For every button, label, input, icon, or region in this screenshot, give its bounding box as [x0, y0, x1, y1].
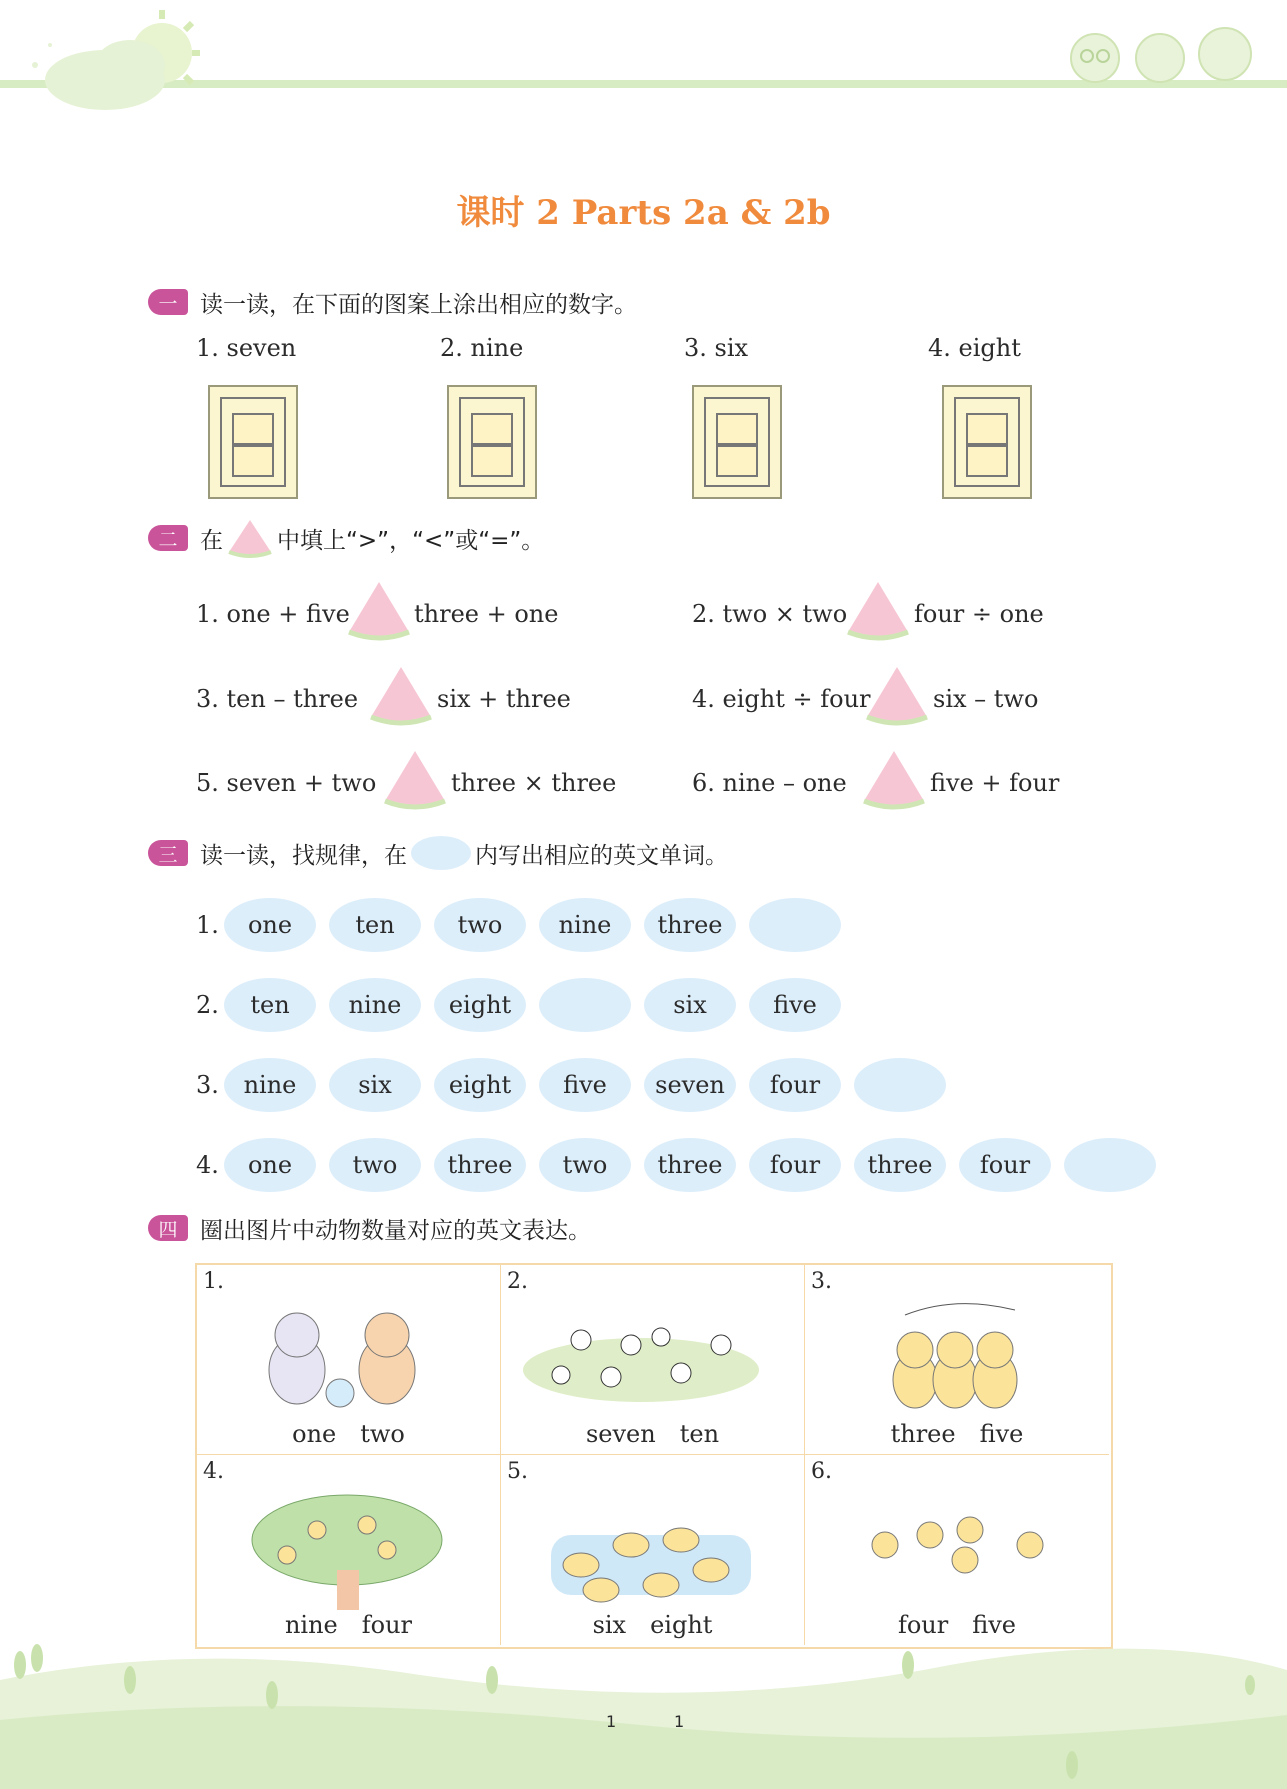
chicks-image	[845, 1485, 1065, 1615]
section2-instruction-post: 中填上“>”，“<”或“=”。	[277, 527, 545, 554]
sequence-row-label: 3.	[196, 1071, 219, 1099]
word-ellipse: six	[329, 1058, 421, 1112]
animal-cell-3	[805, 1265, 1109, 1455]
animal-cell-4	[197, 1455, 501, 1645]
animal-cell-2	[501, 1265, 805, 1455]
compare-left-2: 2. two × two	[692, 600, 848, 628]
watermelon-answer-5[interactable]	[382, 749, 448, 813]
word-ellipse: five	[749, 978, 841, 1032]
option-2[interactable]: four	[361, 1611, 413, 1639]
compare-right-6: five + four	[930, 769, 1060, 797]
page-number-left: 1	[606, 1712, 617, 1731]
option-2[interactable]: eight	[650, 1611, 713, 1639]
watermelon-icon	[227, 518, 273, 558]
word-ellipse: eight	[434, 978, 526, 1032]
compare-right-1: three + one	[414, 600, 559, 628]
option-2[interactable]: two	[360, 1420, 405, 1448]
word-ellipse: three	[644, 1138, 736, 1192]
digit-box-3[interactable]	[692, 385, 782, 499]
pandas-image	[521, 1295, 761, 1415]
section1-instruction: 读一读，在下面的图案上涂出相应的数字。	[200, 291, 637, 318]
word-ellipse: two	[539, 1138, 631, 1192]
section2-instruction-pre: 在	[200, 527, 223, 554]
word-ellipse: seven	[644, 1058, 736, 1112]
digit-box-1[interactable]	[208, 385, 298, 499]
answer-ellipse[interactable]	[1064, 1138, 1156, 1192]
animal-cell-6	[805, 1455, 1109, 1645]
compare-right-5: three × three	[451, 769, 617, 797]
cell-number: 4.	[203, 1459, 224, 1484]
option-2[interactable]: five	[979, 1420, 1024, 1448]
digit-box-2[interactable]	[447, 385, 537, 499]
option-1[interactable]: one	[292, 1420, 337, 1448]
cell-number: 2.	[507, 1269, 528, 1294]
word-ellipse: two	[329, 1138, 421, 1192]
section3-badge: 三	[148, 840, 188, 866]
answer-ellipse[interactable]	[539, 978, 631, 1032]
watermelon-answer-6[interactable]	[861, 749, 927, 813]
word-ellipse: three	[644, 898, 736, 952]
word-ellipse: four	[749, 1058, 841, 1112]
cell-number: 3.	[811, 1269, 832, 1294]
compare-left-3: 3. ten – three	[196, 685, 359, 713]
word-ellipse: three	[854, 1138, 946, 1192]
compare-right-4: six – two	[933, 685, 1039, 713]
page-title: 课时 2 Parts 2a & 2b	[456, 193, 831, 233]
ducks-image	[541, 1485, 761, 1615]
word-ellipse: nine	[539, 898, 631, 952]
section3-instruction-post: 内写出相应的英文单词。	[475, 842, 728, 869]
watermelon-answer-1[interactable]	[346, 580, 412, 644]
option-2[interactable]: five	[972, 1611, 1017, 1639]
answer-ellipse[interactable]	[749, 898, 841, 952]
word-ellipse: ten	[329, 898, 421, 952]
page-number-right: 1	[674, 1712, 685, 1731]
watermelon-answer-4[interactable]	[864, 665, 930, 729]
option-1[interactable]: nine	[284, 1611, 338, 1639]
compare-right-2: four ÷ one	[914, 600, 1044, 628]
word-ellipse: three	[434, 1138, 526, 1192]
grass-hills-icon	[0, 1620, 1287, 1789]
word-ellipse: eight	[434, 1058, 526, 1112]
word-ellipse: six	[644, 978, 736, 1032]
word-ellipse: one	[224, 898, 316, 952]
animal-faces-icon	[1060, 20, 1260, 85]
option-1[interactable]: four	[897, 1611, 949, 1639]
watermelon-answer-3[interactable]	[368, 665, 434, 729]
birds-in-tree-image	[237, 1485, 457, 1615]
section1-item-4: 4. eight	[928, 334, 1021, 362]
sun-cloud-icon	[20, 5, 200, 115]
section1-item-2: 2. nine	[440, 334, 524, 362]
option-1[interactable]: three	[890, 1420, 956, 1448]
word-ellipse: two	[434, 898, 526, 952]
animal-grid	[195, 1263, 1113, 1649]
word-ellipse: five	[539, 1058, 631, 1112]
option-1[interactable]: six	[592, 1611, 627, 1639]
compare-right-3: six + three	[437, 685, 571, 713]
word-ellipse: one	[224, 1138, 316, 1192]
section4-instruction: 圈出图片中动物数量对应的英文表达。	[200, 1217, 591, 1244]
word-ellipse: four	[749, 1138, 841, 1192]
compare-left-1: 1. one + five	[196, 600, 350, 628]
word-ellipse: four	[959, 1138, 1051, 1192]
animal-cell-1	[197, 1265, 501, 1455]
section3-heading	[148, 838, 728, 868]
sequence-row-label: 2.	[196, 991, 219, 1019]
section3-instruction-pre: 读一读，找规律，在	[200, 842, 407, 869]
section1-badge: 一	[148, 289, 188, 315]
word-ellipse: ten	[224, 978, 316, 1032]
section1-item-3: 3. six	[684, 334, 749, 362]
option-1[interactable]: seven	[585, 1420, 656, 1448]
section2-heading	[148, 523, 544, 553]
word-ellipse: nine	[329, 978, 421, 1032]
answer-ellipse[interactable]	[854, 1058, 946, 1112]
cell-number: 5.	[507, 1459, 528, 1484]
digit-box-4[interactable]	[942, 385, 1032, 499]
section1-item-1: 1. seven	[196, 334, 297, 362]
cell-number: 1.	[203, 1269, 224, 1294]
ellipse-sample-icon	[411, 836, 471, 870]
section1-heading	[148, 287, 637, 317]
cell-number: 6.	[811, 1459, 832, 1484]
word-ellipse: nine	[224, 1058, 316, 1112]
dogs-image	[237, 1295, 457, 1415]
section4-heading	[148, 1213, 591, 1243]
animal-cell-5	[501, 1455, 805, 1645]
compare-left-6: 6. nine – one	[692, 769, 847, 797]
compare-left-4: 4. eight ÷ four	[692, 685, 871, 713]
compare-left-5: 5. seven + two	[196, 769, 377, 797]
section2-badge: 二	[148, 525, 188, 551]
sequence-row-label: 1.	[196, 911, 219, 939]
option-2[interactable]: ten	[679, 1420, 720, 1448]
section4-badge: 四	[148, 1215, 188, 1241]
sequence-row-label: 4.	[196, 1151, 219, 1179]
cats-image	[845, 1295, 1065, 1415]
watermelon-answer-2[interactable]	[845, 580, 911, 644]
